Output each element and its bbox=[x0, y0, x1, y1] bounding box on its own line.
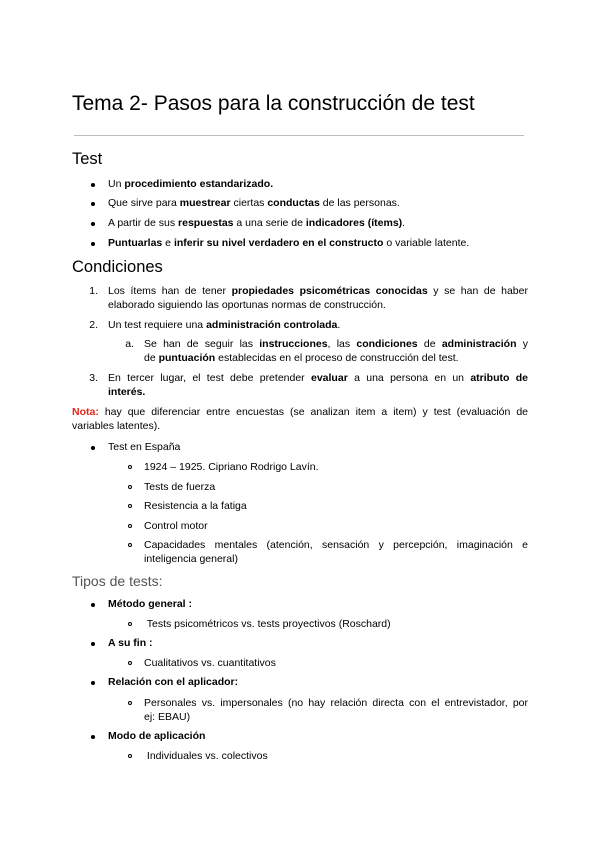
sub-list-item: Tests de fuerza bbox=[144, 481, 216, 493]
circle-bullet-icon bbox=[128, 543, 132, 547]
bullet-icon bbox=[91, 642, 95, 646]
sub-list-item: Tests psicométricos vs. tests proyectivos (Roschard) bbox=[144, 618, 391, 630]
sub-list-item-line: Personales vs. impersonales (no hay relación directa con el entrevistador, por bbox=[144, 697, 528, 709]
circle-bullet-icon bbox=[128, 524, 132, 528]
list-item: Un test requiere una administración controlada. bbox=[108, 319, 341, 331]
list-item-line: En tercer lugar, el test debe pretender evaluar a una persona en un atributo de bbox=[108, 372, 528, 384]
sub-list-item-line: Capacidades mentales (atención, sensación y percepción, imaginación e bbox=[144, 539, 528, 551]
circle-bullet-icon bbox=[128, 465, 132, 469]
sub-list-item: 1924 – 1925. Cipriano Rodrigo Lavín. bbox=[144, 461, 319, 473]
section-heading-tipos: Tipos de tests: bbox=[72, 573, 163, 589]
sub-list-item: Resistencia a la fatiga bbox=[144, 500, 247, 512]
bullet-icon bbox=[91, 202, 95, 206]
circle-bullet-icon bbox=[128, 701, 132, 705]
list-number: 2. bbox=[89, 319, 98, 331]
circle-bullet-icon bbox=[128, 504, 132, 508]
list-item-line: Se han de seguir las instrucciones, las condiciones de administración y bbox=[144, 338, 528, 350]
section-heading-test: Test bbox=[72, 150, 103, 168]
sub-list-item: Individuales vs. colectivos bbox=[144, 750, 268, 762]
bullet-icon bbox=[91, 242, 95, 246]
list-item-line: de puntuación establecidas en el proceso de construcción del test. bbox=[144, 352, 459, 364]
bullet-icon bbox=[91, 222, 95, 226]
sub-list-item-line: inteligencia general) bbox=[144, 553, 238, 565]
sub-list-item: Cualitativos vs. cuantitativos bbox=[144, 657, 276, 669]
list-item: Que sirve para muestrear ciertas conductas de las personas. bbox=[108, 197, 400, 209]
note-paragraph: Nota: hay que diferenciar entre encuestas (se analizan item a item) y test (evaluación de bbox=[72, 406, 528, 418]
circle-bullet-icon bbox=[128, 622, 132, 626]
title-divider bbox=[74, 135, 524, 136]
list-item-line: interés. bbox=[108, 386, 146, 398]
list-item: Relación con el aplicador: bbox=[108, 676, 239, 688]
list-item: A su fin : bbox=[108, 637, 153, 649]
list-item: Método general : bbox=[108, 598, 193, 610]
bullet-icon bbox=[91, 735, 95, 739]
section-heading-condiciones: Condiciones bbox=[72, 258, 163, 276]
note-label: Nota: bbox=[72, 406, 99, 418]
list-item: A partir de sus respuestas a una serie de indicadores (ítems). bbox=[108, 217, 406, 229]
circle-bullet-icon bbox=[128, 661, 132, 665]
list-item: Puntuarlas e inferir su nivel verdadero en el constructo o variable latente. bbox=[108, 237, 470, 249]
bullet-icon bbox=[91, 681, 95, 685]
list-item-line: Los ítems han de tener propiedades psicométricas conocidas y se han de haber bbox=[108, 285, 528, 297]
sub-list-item-line: ej: EBAU) bbox=[144, 711, 191, 723]
list-letter: a. bbox=[125, 338, 134, 350]
bullet-icon bbox=[91, 183, 95, 187]
list-item: Modo de aplicación bbox=[108, 730, 206, 742]
list-item-line: elaborado siguiendo las oportunas normas de construcción. bbox=[108, 299, 386, 311]
list-number: 3. bbox=[89, 372, 98, 384]
list-item: Test en España bbox=[108, 441, 181, 453]
bullet-icon bbox=[91, 446, 95, 450]
circle-bullet-icon bbox=[128, 485, 132, 489]
bullet-icon bbox=[91, 603, 95, 607]
sub-list-item: Control motor bbox=[144, 520, 208, 532]
circle-bullet-icon bbox=[128, 754, 132, 758]
list-item: Un procedimiento estandarizado. bbox=[108, 178, 274, 190]
list-number: 1. bbox=[89, 285, 98, 297]
document-title: Tema 2- Pasos para la construcción de test bbox=[72, 92, 475, 115]
note-paragraph-line: variables latentes). bbox=[72, 420, 161, 432]
